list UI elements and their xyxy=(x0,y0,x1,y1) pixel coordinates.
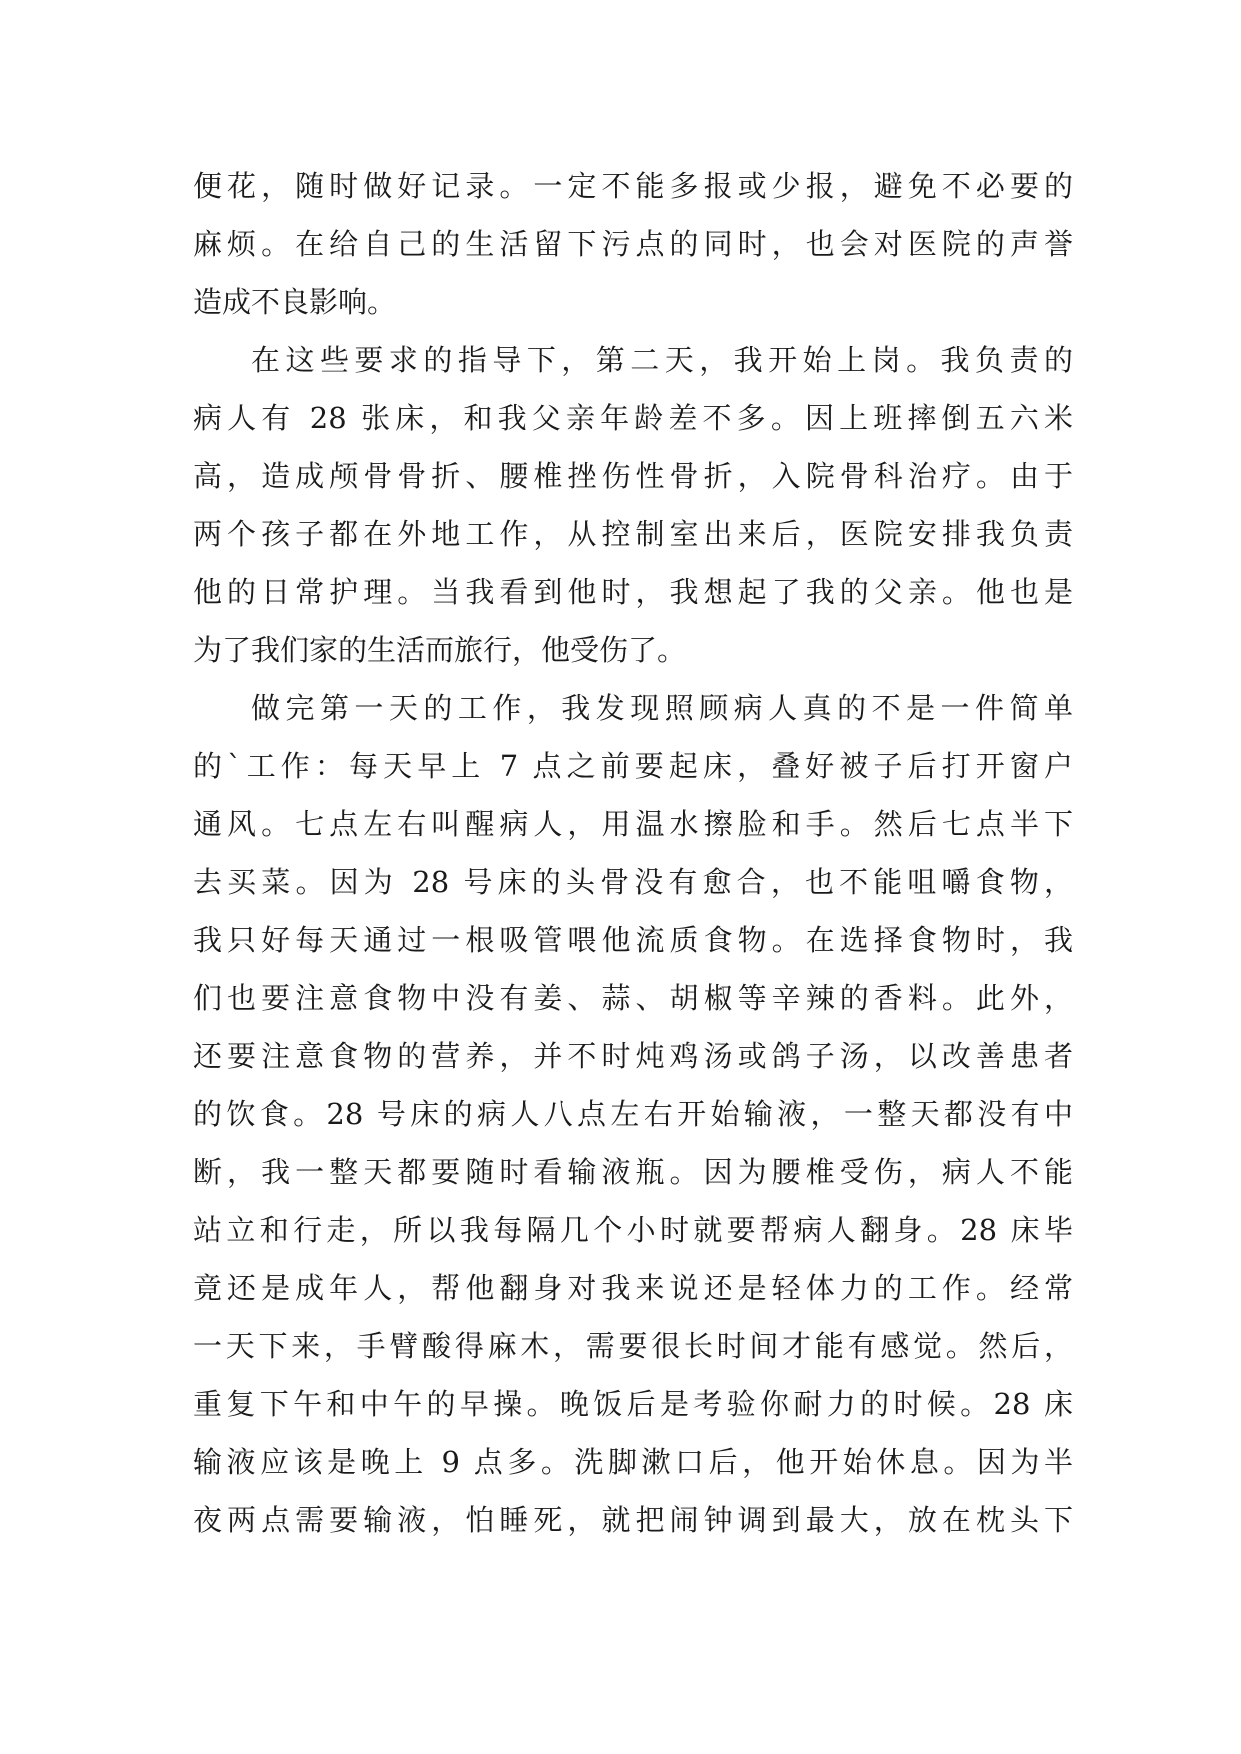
text-line: 的`工作：每天早上 7 点之前要起床，叠好被子后打开窗户 xyxy=(193,749,1073,783)
text-line: 为了我们家的生活而旅行，他受伤了。 xyxy=(193,633,687,667)
text-line: 他的日常护理。当我看到他时，我想起了我的父亲。他也是 xyxy=(193,575,1073,609)
text-line: 断，我一整天都要随时看输液瓶。因为腰椎受伤，病人不能 xyxy=(193,1155,1073,1189)
text-line: 的饮食。28 号床的病人八点左右开始输液，一整天都没有中 xyxy=(193,1097,1073,1131)
text-line: 病人有 28 张床，和我父亲年龄差不多。因上班摔倒五六米 xyxy=(193,401,1073,435)
text-line: 一天下来，手臂酸得麻木，需要很长时间才能有感觉。然后， xyxy=(193,1329,1073,1363)
text-line: 做完第一天的工作，我发现照顾病人真的不是一件简单 xyxy=(251,691,1073,725)
body-text xyxy=(193,157,1073,1549)
text-line: 通风。七点左右叫醒病人，用温水擦脸和手。然后七点半下 xyxy=(193,807,1073,841)
text-line: 两个孩子都在外地工作，从控制室出来后，医院安排我负责 xyxy=(193,517,1073,551)
text-line: 在这些要求的指导下，第二天，我开始上岗。我负责的 xyxy=(251,343,1073,377)
text-line: 麻烦。在给自己的生活留下污点的同时，也会对医院的声誉 xyxy=(193,227,1073,261)
text-line: 高，造成颅骨骨折、腰椎挫伤性骨折，入院骨科治疗。由于 xyxy=(193,459,1073,493)
text-line: 还要注意食物的营养，并不时炖鸡汤或鸽子汤，以改善患者 xyxy=(193,1039,1073,1073)
text-line: 去买菜。因为 28 号床的头骨没有愈合，也不能咀嚼食物， xyxy=(193,865,1073,899)
text-line: 造成不良影响。 xyxy=(193,285,397,319)
text-line: 输液应该是晚上 9 点多。洗脚漱口后，他开始休息。因为半 xyxy=(193,1445,1073,1479)
text-line: 们也要注意食物中没有姜、蒜、胡椒等辛辣的香料。此外， xyxy=(193,981,1073,1015)
text-line: 竟还是成年人，帮他翻身对我来说还是轻体力的工作。经常 xyxy=(193,1271,1073,1305)
text-line: 夜两点需要输液，怕睡死，就把闹钟调到最大，放在枕头下 xyxy=(193,1503,1073,1537)
text-line: 站立和行走，所以我每隔几个小时就要帮病人翻身。28 床毕 xyxy=(193,1213,1073,1247)
text-line: 重复下午和中午的早操。晚饭后是考验你耐力的时候。28 床 xyxy=(193,1387,1073,1421)
text-line: 便花，随时做好记录。一定不能多报或少报，避免不必要的 xyxy=(193,169,1073,203)
text-line: 我只好每天通过一根吸管喂他流质食物。在选择食物时，我 xyxy=(193,923,1073,957)
